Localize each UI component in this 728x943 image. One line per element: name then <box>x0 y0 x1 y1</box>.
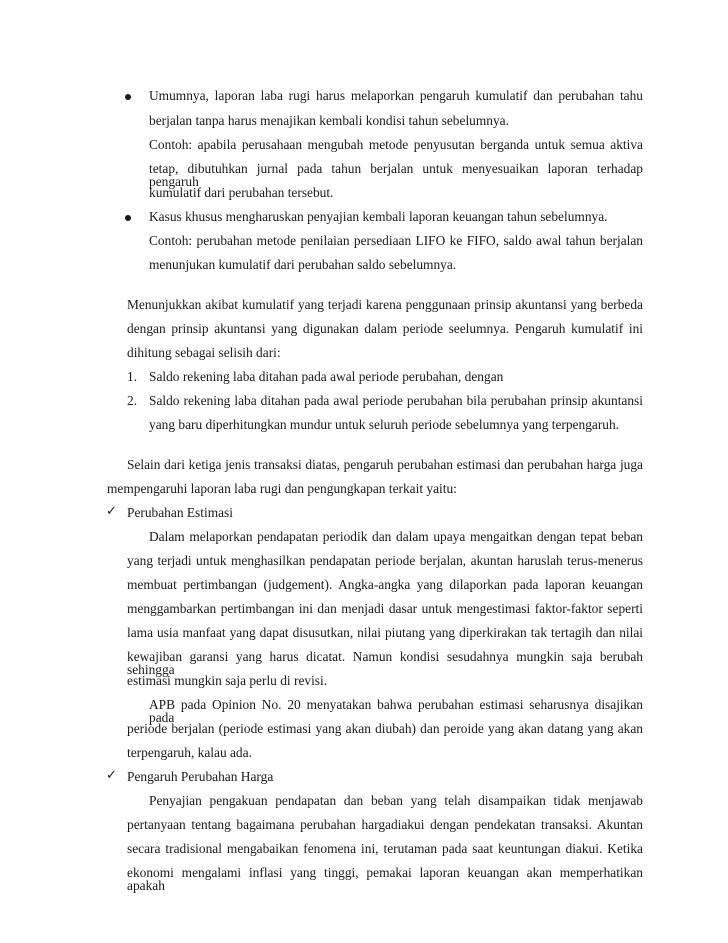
text-line: kewajiban garansi yang harus dicatat. Namun kondisi sesudahnya mungkin saja berubah sehingga <box>127 649 643 678</box>
text-line: Kasus khusus mengharuskan penyajian kembali laporan keuangan tahun sebelumnya. <box>149 209 608 224</box>
text-line: Dalam melaporkan pendapatan periodik dan dalam upaya mengaitkan dengan tepat beban <box>149 529 643 544</box>
bullet-dot-icon <box>125 215 131 221</box>
text-line: membuat pertimbangan (judgement). Angka-angka yang dilaporkan pada laporan keuangan <box>127 577 643 592</box>
text-line: mempengaruhi laporan laba rugi dan pengungkapan terkait yaitu: <box>107 481 457 496</box>
text-line: yang terjadi untuk menghasilkan pendapatan periode berjalan, akuntan haruslah terus-menerus <box>127 553 643 568</box>
text-line: menggambarkan pertimbangan ini dan menjadi dasar untuk mengestimasi faktor-faktor seperti <box>127 601 643 616</box>
text-line: APB pada Opinion No. 20 menyatakan bahwa perubahan estimasi seharusnya disajikan pada <box>149 697 643 726</box>
text-line: Selain dari ketiga jenis transaksi diatas, pengaruh perubahan estimasi dan perubahan harga juga <box>127 457 643 472</box>
text-line: lama usia manfaat yang dapat disusutkan, nilai piutang yang diperkirakan tak tertagih dan nilai <box>127 625 643 640</box>
text-line: berjalan tanpa harus menajikan kembali kondisi tahun sebelumnya. <box>149 113 509 128</box>
text-line: secara tradisional mengabaikan fenomena ini, terutaman pada saat keuntungan diakui. Ketika <box>127 841 643 856</box>
text-line: yang baru diperhitungkan mundur untuk seluruh periode sebelumnya yang terpengaruh. <box>149 417 620 432</box>
text-line: kumulatif dari perubahan tersebut. <box>149 185 334 200</box>
text-line: Saldo rekening laba ditahan pada awal periode perubahan, dengan <box>149 369 504 384</box>
checkmark-icon: ✓ <box>106 504 117 519</box>
text-line: Contoh: perubahan metode penilaian persediaan LIFO ke FIFO, saldo awal tahun berjalan <box>149 233 643 248</box>
text-line: ekonomi mengalami inflasi yang tinggi, pemakai laporan keuangan akan memperhatikan apakah <box>127 865 643 894</box>
list-number: 1. <box>127 369 138 384</box>
text-line: periode berjalan (periode estimasi yang akan diubah) dan peroide yang akan datang yang akan <box>127 721 643 736</box>
section-heading: Pengaruh Perubahan Harga <box>127 769 274 784</box>
text-line: tetap, dibutuhkan jurnal pada tahun berjalan untuk menyesuaikan laporan terhadap pengaruh <box>149 161 643 190</box>
text-line: menunjukan kumulatif dari perubahan saldo sebelumnya. <box>149 257 457 272</box>
text-line: Penyajian pengakuan pendapatan dan beban yang telah disampaikan tidak menjawab <box>149 793 643 808</box>
text-line: pertanyaan tentang bagaimana perubahan hargadiakui dengan pendekatan transaksi. Akuntan <box>127 817 643 832</box>
text-line: dengan prinsip akuntansi yang digunakan dalam periode seelumnya. Pengaruh kumulatif ini <box>127 321 643 336</box>
text-line: dihitung sebagai selisih dari: <box>127 345 281 360</box>
text-line: Contoh: apabila perusahaan mengubah metode penyusutan berganda untuk semua aktiva <box>149 137 643 152</box>
text-line: Saldo rekening laba ditahan pada awal periode perubahan bila perubahan prinsip akuntansi <box>149 393 643 408</box>
bullet-dot-icon <box>125 94 131 100</box>
text-line: estimasi mungkin saja perlu di revisi. <box>127 673 328 688</box>
text-line: terpengaruh, kalau ada. <box>127 745 252 760</box>
text-line: Umumnya, laporan laba rugi harus melaporkan pengaruh kumulatif dan perubahan tahu <box>149 88 643 103</box>
section-heading: Perubahan Estimasi <box>127 505 233 520</box>
text-line: Menunjukkan akibat kumulatif yang terjadi karena penggunaan prinsip akuntansi yang berbeda <box>127 297 643 312</box>
checkmark-icon: ✓ <box>106 768 117 783</box>
list-number: 2. <box>127 393 138 408</box>
